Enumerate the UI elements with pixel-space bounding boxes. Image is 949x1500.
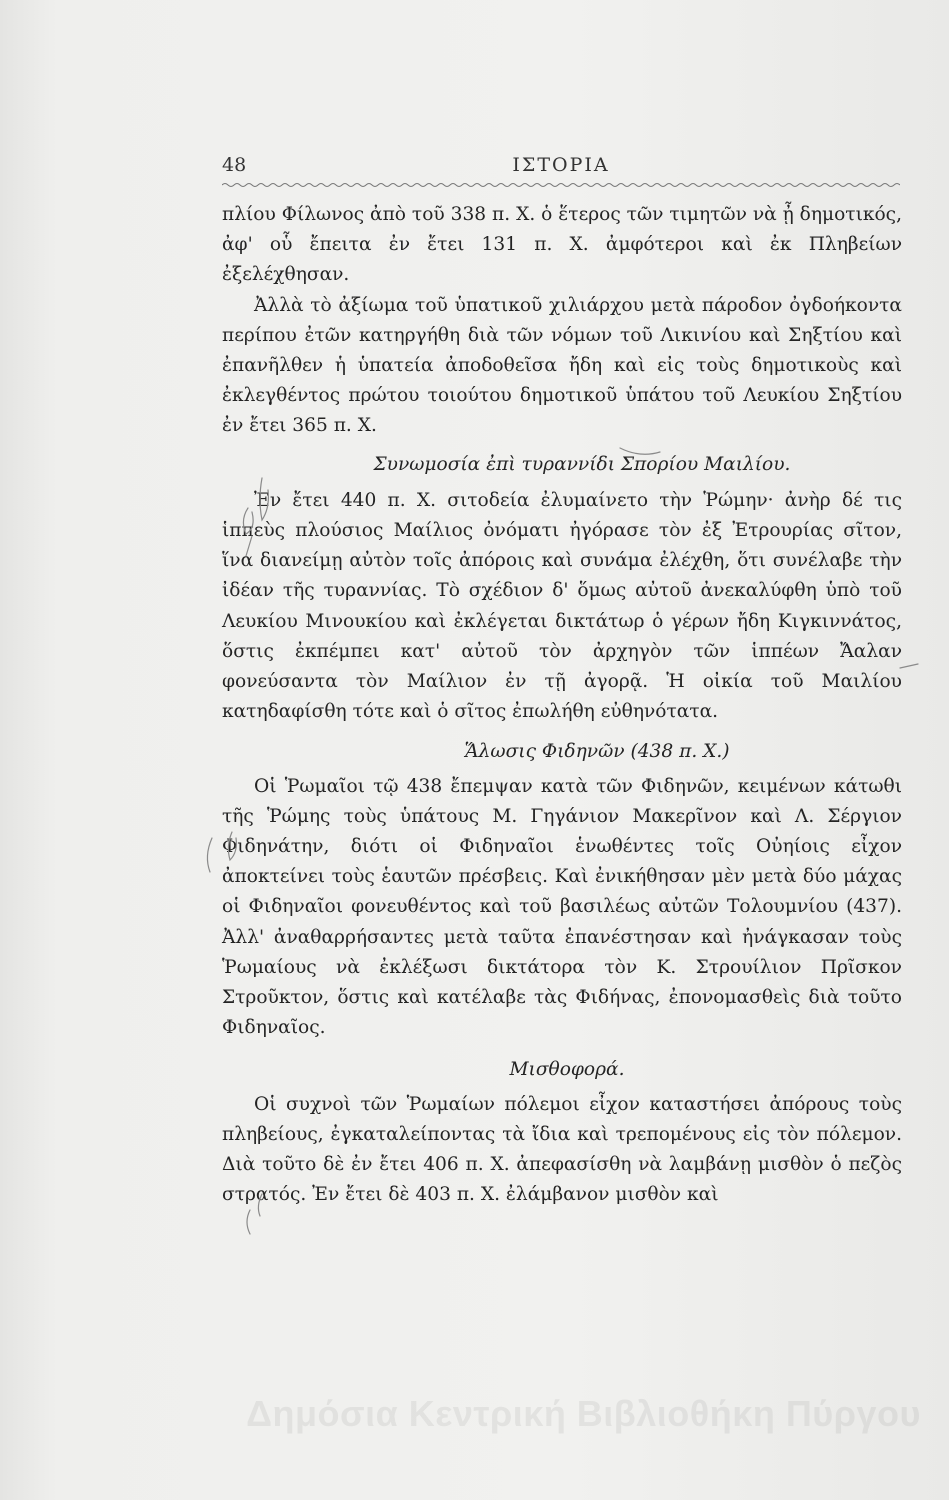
paragraph-military-pay: Οἱ συχνοὶ τῶν Ῥωμαίων πόλεμοι εἶχον καταστήσει ἀπόρους τοὺς πληβείους, ἐγκαταλείποντας τὰ ἴδια καὶ τρεπομένους εἰς τὸν πόλεμον. Διὰ τοῦτο δὲ ἐν ἔτει 406 π. Χ. ἀπεφασίσθη νὰ λαμβάνῃ μισθὸν ὁ πεζὸς στρατός. Ἐν ἔτει δὲ 403 π. Χ. ἐλάμβανον μισθὸν καὶ bbox=[222, 1093, 902, 1206]
paragraph-consular-tribunes: Ἀλλὰ τὸ ἀξίωμα τοῦ ὑπατικοῦ χιλιάρχου μετὰ πάροδον ὀγδοήκοντα περίπου ἐτῶν κατηργήθη διὰ τῶν νόμων τοῦ Λικινίου καὶ Σηξτίου καὶ ἐπανῆλθεν ἡ ὑπατεία ἀποδοθεῖσα ἤδη καὶ εἰς τοὺς δημοτικοὺς καὶ ἐκλεγθέντος πρώτου τοιούτου δημοτικοῦ ὑπάτου τοῦ Λευκίου Σηξτίου ἐν ἔτει 365 π. Χ. bbox=[222, 294, 902, 437]
header-wavy-rule bbox=[222, 182, 900, 188]
section-heading-maelius-conspiracy: Συνωμοσία ἐπὶ τυραννίδι Σπορίου Μαιλίου. bbox=[373, 453, 791, 475]
paragraph-fidenae: Οἱ Ῥωμαῖοι τῷ 438 ἔπεμψαν κατὰ τῶν Φιδηνῶν, κειμένων κάτωθι τῆς Ῥώμης τοὺς ὑπάτους Μ. Γηγάνιον Μακερῖνον καὶ Λ. Σέργιον Φιδηνάτην, διότι οἱ Φιδηναῖοι ἑνωθέντες τοῖς Οὐηίοις εἶχον ἀποκτείνει τοὺς ἑαυτῶν πρέσβεις. Καὶ ἐνικήθησαν μὲν μετὰ δύο μάχας οἱ Φιδηναῖοι φονευθέντος καὶ τοῦ βασιλέως αὐτῶν Τολουμνίου (437). Ἀλλ' ἀναθαρρήσαντες μετὰ ταῦτα ἐπανέστησαν καὶ ἠνάγκασαν τοὺς Ῥωμαίους νὰ ἐκλέξωσι δικτάτορα τὸν Κ. Στρουίλιον Πρῖσκον Στροῦκτον, ὅστις καὶ κατέλαβε τὰς Φιδήνας, ἐπονομασθεὶς διὰ τοῦτο Φιδηναῖος. bbox=[222, 775, 902, 1039]
running-title: ΙΣΤΟΡΙΑ bbox=[512, 154, 610, 176]
page-header bbox=[222, 150, 900, 180]
paragraph-continuation: πλίου Φίλωνος ἀπὸ τοῦ 338 π. Χ. ὁ ἕτερος τῶν τιμητῶν νὰ ᾖ δημοτικός, ἀφ' οὗ ἔπειτα ἐν ἔτει 131 π. Χ. ἀμφότεροι καὶ ἐκ Πληβείων ἐξελέχθησαν. bbox=[222, 204, 902, 286]
pencil-mark-icon bbox=[900, 664, 918, 668]
library-watermark: Δημόσια Κεντρική Βιβλιοθήκη Πύργου bbox=[246, 1393, 921, 1434]
page-body bbox=[222, 200, 902, 1211]
paragraph-maelius: Ἐν ἔτει 440 π. Χ. σιτοδεία ἐλυμαίνετο τὴν Ῥώμην· ἀνὴρ δέ τις ἱππεὺς πλούσιος Μαίλιος ὀνόματι ἠγόρασε τὸν ἐξ Ἐτρουρίας σῖτον, ἵνα διανείμῃ αὐτὸν τοῖς ἀπόροις καὶ συνάμα ἐλέχθη, ὅτι συνέλαβε τὴν ἰδέαν τῆς τυραννίας. Τὸ σχέδιον δ' ὅμως αὐτοῦ ἀνεκαλύφθη ὑπὸ τοῦ Λευκίου Μινουκίου καὶ ἐκλέγεται δικτάτωρ ὁ γέρων ἤδη Κιγκιννάτος, ὅστις ἐκπέμπει κατ' αὐτοῦ τὸν ἀρχηγὸν τῶν ἱππέων Ἄαλαν φονεύσαντα τὸν Μαίλιον ἐν τῇ ἀγορᾷ. Ἡ οἰκία τοῦ Μαιλίου κατηδαφίσθη τότε καὶ ὁ σῖτος ἐπωλήθη εὐθηνότατα. bbox=[222, 489, 902, 723]
pencil-mark-icon bbox=[207, 838, 212, 872]
page-number: 48 bbox=[222, 154, 247, 176]
section-heading-fall-of-fidenae: Ἅλωσις Φιδηνῶν (438 π. Χ.) bbox=[464, 741, 730, 763]
section-heading-mercenary-pay: Μισθοφορά. bbox=[509, 1059, 625, 1081]
pencil-mark-icon bbox=[247, 1210, 250, 1234]
